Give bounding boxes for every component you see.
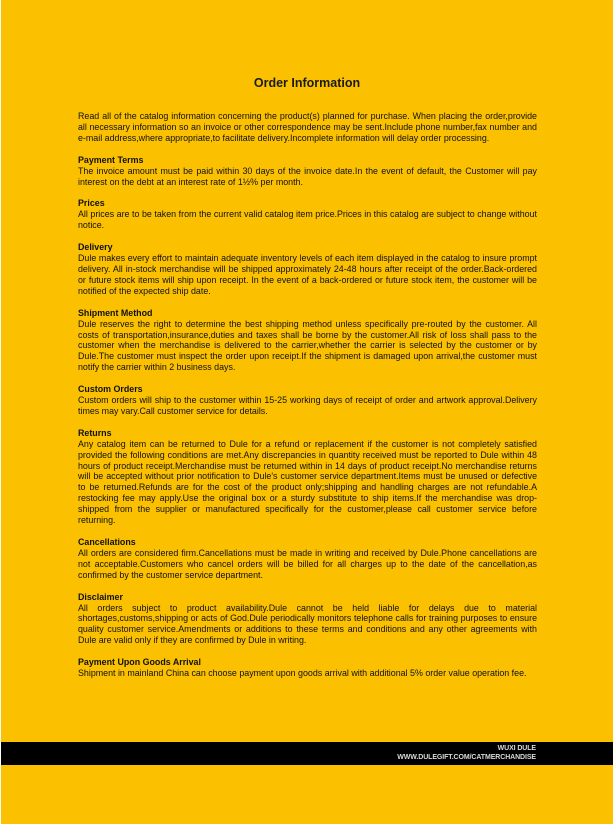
section-heading: Returns (78, 427, 112, 438)
section-heading: Cancellations (78, 537, 136, 547)
order-information-content (78, 111, 537, 690)
section-custom-orders (78, 384, 537, 417)
section-body: Custom orders will ship to the customer within 15-25 working days of receipt of order and artwork approval.Delivery times may vary.Call customer service for details. (78, 395, 537, 416)
section-body: All orders subject to product availability.Dule cannot be held liable for delays due to material shortages,customs,shipping or acts of God.Dule periodically monitors telephone calls for training purposes to ensure quality customer service.Amendments or additions to these terms and conditions and any other agreements with Dule are valid only if they are confirmed by Dule in writing. (78, 602, 537, 646)
section-shipment-method (78, 308, 537, 373)
section-heading: Custom Orders (78, 384, 143, 395)
section-body: Dule makes every effort to maintain adequate inventory levels of each item displayed in the catalog to insure prompt delivery. All in-stock merchandise will be shipped approximately 24-48 hours after receipt of the order.Back-ordered or future stock items will ship upon receipt. In the event of a back-ordered or future stock item, the customer will be notified of the expected ship date. (78, 253, 537, 296)
intro-paragraph: Read all of the catalog information concerning the product(s) planned for purchase. When placing the order,provide all necessary information so an invoice or other correspondence may be sent.Include phone number,fax number and e-mail address,where appropriate,to facilitate delivery.Incomplete information will delay order processing. (78, 111, 537, 143)
section-heading: Payment Terms (78, 154, 144, 165)
section-delivery (78, 242, 537, 297)
section-returns (78, 428, 537, 526)
page-title: Order Information (253, 76, 361, 90)
section-prices (78, 198, 537, 231)
section-body: All prices are to be taken from the current valid catalog item price.Prices in this catalog are subject to change without notice. (78, 209, 537, 231)
section-cancellations (78, 537, 537, 581)
section-heading: Prices (78, 198, 105, 209)
footer-company: WUXI DULE (497, 745, 536, 752)
section-disclaimer (78, 592, 537, 647)
section-payment-upon-goods-arrival (78, 657, 537, 679)
section-body: The invoice amount must be paid within 30 days of the invoice date.In the event of default, the Customer will pay interest on the debt at an interest rate of 1½% per month. (78, 165, 537, 187)
section-heading: Payment Upon Goods Arrival (78, 657, 201, 668)
footer-bar (1, 742, 613, 765)
section-heading: Delivery (78, 242, 113, 253)
section-payment-terms (78, 155, 537, 188)
footer-text (397, 744, 536, 762)
section-body: All orders are considered firm.Cancellations must be made in writing and received by Dule.Phone cancellations are not acceptable.Customers who cancel orders will be billed for all charges up to the date of the cancellation,as confirmed by the customer service department. (78, 547, 537, 580)
section-heading: Disclaimer (78, 591, 123, 602)
section-body: Shipment in mainland China can choose payment upon goods arrival with additional 5% order value operation fee. (78, 668, 527, 679)
footer-url[interactable]: WWW.DULEGIFT.COM/CATMERCHANDISE (397, 754, 536, 761)
section-body: Dule reserves the right to determine the best shipping method unless specifically pre-routed by the customer. All costs of transportation,insurance,duties and taxes shall be borne by the customer.All risk of loss shall pass to the customer when the merchandise is delivered to the carrier,whether the carrier is selected by the customer or by Dule.The customer must inspect the order upon receipt.If the shipment is damaged upon arrival,the customer must notify the carrier within 2 business days. (78, 318, 537, 373)
catalog-page (1, 0, 613, 824)
section-body: Any catalog item can be returned to Dule for a refund or replacement if the customer is not completely satisfied provided the following conditions are met.Any discrepancies in quantity received must be reported to Dule within 48 hours of product receipt.Merchandise must be returned within in 14 days of product receipt.No merchandise returns will be accepted without prior notification to Dule's customer service department.Items must be unused or defective to be returned.Refunds are for the cost of the product only;shipping and handling charges are not refundable.A restocking fee may apply.Use the original box or a sturdy substitute to ship items.If the merchandise was drop-shipped from the supplier or manufactured specifically for the customer,please call customer service before returning. (78, 438, 537, 526)
section-heading: Shipment Method (78, 307, 153, 318)
